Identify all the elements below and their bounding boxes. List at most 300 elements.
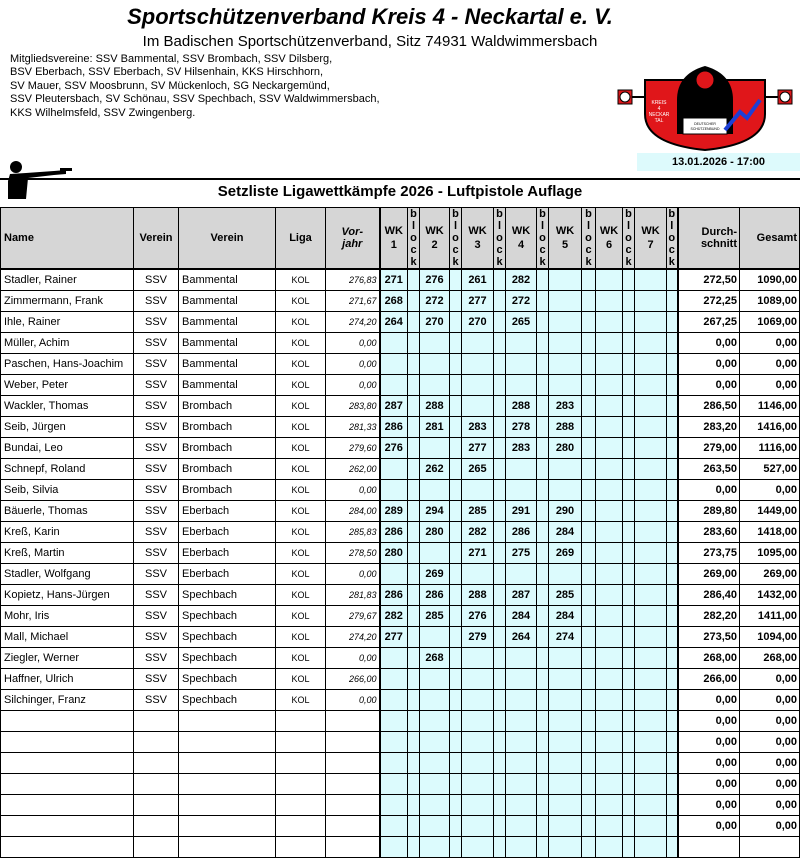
cell-block <box>450 606 462 627</box>
cell-wk-score <box>635 606 667 627</box>
cell-block <box>537 480 549 501</box>
cell-gesamt: 0,00 <box>740 774 800 795</box>
cell-gesamt: 1432,00 <box>740 585 800 606</box>
cell-block <box>494 669 506 690</box>
cell-gesamt: 1089,00 <box>740 291 800 312</box>
cell-name <box>1 732 134 753</box>
cell-wk-score: 268 <box>420 648 450 669</box>
cell-block <box>408 837 420 858</box>
cell-wk-score: 284 <box>549 522 582 543</box>
cell-wk-score <box>549 711 582 732</box>
cell-durchschnitt: 0,00 <box>678 333 740 354</box>
cell-wk-score <box>549 669 582 690</box>
cell-wk-score <box>549 333 582 354</box>
col-block: b l o c k <box>494 208 506 270</box>
cell-wk-score <box>596 816 623 837</box>
cell-wk-score <box>549 837 582 858</box>
cell-block <box>537 543 549 564</box>
cell-block <box>494 333 506 354</box>
cell-vorjahr: 271,67 <box>326 291 380 312</box>
cell-gesamt: 0,00 <box>740 333 800 354</box>
cell-name <box>1 753 134 774</box>
cell-wk-score <box>462 795 494 816</box>
cell-verein-short: SSV <box>134 627 179 648</box>
cell-block <box>537 269 549 291</box>
cell-wk-score <box>635 522 667 543</box>
cell-wk-score <box>462 753 494 774</box>
cell-wk-score <box>549 795 582 816</box>
cell-block <box>582 606 596 627</box>
cell-wk-score <box>380 774 408 795</box>
cell-liga: KOL <box>276 627 326 648</box>
cell-wk-score <box>420 543 450 564</box>
cell-wk-score <box>420 837 450 858</box>
cell-block <box>623 501 635 522</box>
cell-wk-score <box>635 291 667 312</box>
cell-block <box>450 333 462 354</box>
table-row <box>1 269 800 291</box>
cell-block <box>537 627 549 648</box>
cell-wk-score <box>506 711 537 732</box>
cell-block <box>582 354 596 375</box>
cell-wk-score: 286 <box>380 417 408 438</box>
cell-block <box>667 333 678 354</box>
logo-text: NECKAR <box>648 112 670 118</box>
cell-block <box>408 543 420 564</box>
table-row <box>1 711 800 732</box>
cell-wk-score <box>596 606 623 627</box>
cell-block <box>408 711 420 732</box>
cell-gesamt: 0,00 <box>740 816 800 837</box>
cell-block <box>582 648 596 669</box>
cell-block <box>537 690 549 711</box>
cell-verein: Brombach <box>179 438 276 459</box>
cell-block <box>537 837 549 858</box>
cell-wk-score <box>380 816 408 837</box>
cell-block <box>582 774 596 795</box>
cell-name: Mohr, Iris <box>1 606 134 627</box>
member-line: SSV Pleutersbach, SV Schönau, SSV Spechbach, SSV Waldwimmersbach, <box>10 93 380 106</box>
cell-block <box>582 333 596 354</box>
cell-wk-score <box>635 795 667 816</box>
cell-wk-score <box>420 438 450 459</box>
cell-wk-score <box>596 543 623 564</box>
cell-wk-score: 283 <box>506 438 537 459</box>
cell-liga: KOL <box>276 417 326 438</box>
cell-wk-score: 288 <box>420 396 450 417</box>
cell-block <box>408 585 420 606</box>
cell-wk-score <box>596 837 623 858</box>
cell-wk-score: 289 <box>380 501 408 522</box>
cell-gesamt: 269,00 <box>740 564 800 585</box>
cell-block <box>667 354 678 375</box>
cell-block <box>408 753 420 774</box>
cell-wk-score <box>549 269 582 291</box>
cell-wk-score <box>596 501 623 522</box>
table-row <box>1 816 800 837</box>
cell-wk-score <box>596 438 623 459</box>
cell-vorjahr <box>326 753 380 774</box>
cell-name <box>1 711 134 732</box>
cell-wk-score <box>596 669 623 690</box>
cell-wk-score <box>635 375 667 396</box>
cell-wk-score <box>380 480 408 501</box>
cell-block <box>537 669 549 690</box>
cell-verein-short <box>134 732 179 753</box>
cell-block <box>537 459 549 480</box>
cell-wk-score: 284 <box>506 606 537 627</box>
cell-gesamt: 1090,00 <box>740 269 800 291</box>
logo-text: KREIS <box>651 100 667 106</box>
cell-block <box>582 711 596 732</box>
cell-block <box>667 795 678 816</box>
cell-vorjahr: 276,83 <box>326 269 380 291</box>
cell-wk-score <box>596 354 623 375</box>
cell-wk-score: 286 <box>380 585 408 606</box>
cell-wk-score: 287 <box>506 585 537 606</box>
cell-block <box>623 690 635 711</box>
cell-liga: KOL <box>276 690 326 711</box>
cell-block <box>408 396 420 417</box>
cell-verein-short: SSV <box>134 417 179 438</box>
table-row <box>1 333 800 354</box>
cell-wk-score <box>462 375 494 396</box>
cell-vorjahr: 0,00 <box>326 333 380 354</box>
cell-block <box>408 501 420 522</box>
cell-wk-score <box>635 669 667 690</box>
cell-verein: Spechbach <box>179 627 276 648</box>
cell-verein: Bammental <box>179 333 276 354</box>
cell-vorjahr: 278,50 <box>326 543 380 564</box>
cell-name: Kreß, Karin <box>1 522 134 543</box>
cell-wk-score <box>420 732 450 753</box>
cell-verein-short: SSV <box>134 354 179 375</box>
cell-wk-score: 279 <box>462 627 494 648</box>
cell-block <box>667 480 678 501</box>
cell-block <box>450 417 462 438</box>
cell-name <box>1 774 134 795</box>
cell-block <box>494 501 506 522</box>
cell-verein-short: SSV <box>134 669 179 690</box>
table-row <box>1 501 800 522</box>
col-wk6: WK 6 <box>596 208 623 270</box>
cell-wk-score <box>635 269 667 291</box>
cell-name: Kreß, Martin <box>1 543 134 564</box>
cell-wk-score <box>635 354 667 375</box>
cell-verein: Spechbach <box>179 669 276 690</box>
cell-block <box>408 816 420 837</box>
cell-wk-score <box>420 480 450 501</box>
cell-block <box>623 396 635 417</box>
cell-block <box>408 438 420 459</box>
cell-wk-score <box>506 690 537 711</box>
cell-wk-score <box>462 732 494 753</box>
cell-block <box>582 375 596 396</box>
cell-block <box>667 690 678 711</box>
cell-wk-score <box>420 816 450 837</box>
cell-wk-score <box>506 732 537 753</box>
cell-wk-score <box>506 354 537 375</box>
cell-block <box>450 795 462 816</box>
logo-text: 4 <box>657 106 661 112</box>
cell-verein-short: SSV <box>134 585 179 606</box>
col-wk1: WK 1 <box>380 208 408 270</box>
cell-wk-score <box>420 375 450 396</box>
cell-wk-score: 286 <box>420 585 450 606</box>
cell-liga <box>276 753 326 774</box>
col-block: b l o c k <box>408 208 420 270</box>
cell-gesamt: 0,00 <box>740 669 800 690</box>
cell-wk-score: 269 <box>420 564 450 585</box>
cell-liga: KOL <box>276 585 326 606</box>
cell-wk-score <box>462 564 494 585</box>
cell-block <box>408 480 420 501</box>
cell-wk-score <box>462 333 494 354</box>
cell-block <box>582 795 596 816</box>
col-block: b l o c k <box>450 208 462 270</box>
cell-wk-score <box>596 291 623 312</box>
cell-wk-score: 271 <box>462 543 494 564</box>
cell-wk-score: 265 <box>506 312 537 333</box>
cell-block <box>623 269 635 291</box>
cell-verein-short <box>134 753 179 774</box>
cell-wk-score: 285 <box>549 585 582 606</box>
col-wk4: WK 4 <box>506 208 537 270</box>
cell-block <box>450 291 462 312</box>
cell-liga: KOL <box>276 269 326 291</box>
cell-wk-score: 276 <box>380 438 408 459</box>
cell-block <box>582 753 596 774</box>
cell-verein-short: SSV <box>134 438 179 459</box>
cell-vorjahr: 0,00 <box>326 564 380 585</box>
cell-liga <box>276 816 326 837</box>
cell-block <box>667 585 678 606</box>
cell-wk-score <box>506 795 537 816</box>
cell-durchschnitt: 0,00 <box>678 753 740 774</box>
cell-block <box>582 501 596 522</box>
cell-durchschnitt: 286,50 <box>678 396 740 417</box>
cell-block <box>494 354 506 375</box>
cell-liga: KOL <box>276 522 326 543</box>
cell-block <box>408 269 420 291</box>
cell-wk-score: 282 <box>506 269 537 291</box>
cell-block <box>408 732 420 753</box>
cell-name: Kopietz, Hans-Jürgen <box>1 585 134 606</box>
divider <box>0 178 800 180</box>
cell-block <box>494 585 506 606</box>
cell-block <box>582 585 596 606</box>
cell-gesamt: 0,00 <box>740 480 800 501</box>
cell-wk-score <box>635 648 667 669</box>
cell-block <box>450 438 462 459</box>
cell-wk-score <box>596 732 623 753</box>
cell-durchschnitt: 0,00 <box>678 354 740 375</box>
cell-block <box>537 417 549 438</box>
cell-block <box>408 606 420 627</box>
cell-block <box>623 333 635 354</box>
cell-wk-score <box>506 774 537 795</box>
cell-wk-score: 277 <box>462 438 494 459</box>
cell-wk-score: 286 <box>380 522 408 543</box>
member-line: KKS Wilhelmsfeld, SSV Zwingenberg. <box>10 106 196 119</box>
cell-block <box>494 732 506 753</box>
cell-verein: Spechbach <box>179 585 276 606</box>
cell-block <box>537 564 549 585</box>
cell-verein <box>179 837 276 858</box>
cell-liga: KOL <box>276 459 326 480</box>
cell-gesamt: 0,00 <box>740 795 800 816</box>
cell-block <box>450 269 462 291</box>
cell-block <box>408 417 420 438</box>
cell-wk-score: 274 <box>549 627 582 648</box>
cell-verein: Eberbach <box>179 543 276 564</box>
cell-wk-score: 283 <box>549 396 582 417</box>
cell-wk-score <box>635 732 667 753</box>
cell-wk-score: 287 <box>380 396 408 417</box>
cell-wk-score <box>420 774 450 795</box>
cell-wk-score <box>380 795 408 816</box>
cell-verein-short: SSV <box>134 522 179 543</box>
cell-wk-score <box>549 564 582 585</box>
cell-wk-score <box>549 480 582 501</box>
cell-block <box>667 417 678 438</box>
cell-durchschnitt: 279,00 <box>678 438 740 459</box>
cell-wk-score <box>549 774 582 795</box>
cell-gesamt: 527,00 <box>740 459 800 480</box>
cell-block <box>494 396 506 417</box>
cell-wk-score <box>506 375 537 396</box>
cell-wk-score <box>596 564 623 585</box>
cell-wk-score: 277 <box>462 291 494 312</box>
cell-gesamt: 1449,00 <box>740 501 800 522</box>
cell-wk-score <box>380 375 408 396</box>
cell-liga: KOL <box>276 501 326 522</box>
cell-wk-score: 286 <box>506 522 537 543</box>
cell-gesamt: 1416,00 <box>740 417 800 438</box>
cell-vorjahr: 0,00 <box>326 354 380 375</box>
cell-wk-score <box>380 732 408 753</box>
cell-block <box>494 774 506 795</box>
cell-wk-score <box>380 354 408 375</box>
cell-block <box>450 669 462 690</box>
cell-block <box>450 585 462 606</box>
cell-block <box>450 816 462 837</box>
cell-wk-score: 282 <box>380 606 408 627</box>
cell-durchschnitt: 286,40 <box>678 585 740 606</box>
cell-liga: KOL <box>276 375 326 396</box>
member-line: SV Mauer, SSV Moosbrunn, SV Mückenloch, SG Neckargemünd, <box>10 79 330 92</box>
cell-wk-score <box>462 354 494 375</box>
cell-block <box>450 312 462 333</box>
cell-block <box>582 396 596 417</box>
cell-block <box>582 417 596 438</box>
cell-gesamt: 268,00 <box>740 648 800 669</box>
cell-block <box>450 690 462 711</box>
cell-gesamt: 0,00 <box>740 354 800 375</box>
cell-wk-score <box>596 795 623 816</box>
table-row <box>1 564 800 585</box>
cell-gesamt: 0,00 <box>740 753 800 774</box>
cell-durchschnitt: 0,00 <box>678 375 740 396</box>
cell-wk-score <box>635 333 667 354</box>
cell-block <box>667 837 678 858</box>
member-line: BSV Eberbach, SSV Eberbach, SV Hilsenhain, KKS Hirschhorn, <box>10 66 324 79</box>
cell-block <box>450 459 462 480</box>
cell-block <box>537 354 549 375</box>
cell-block <box>408 354 420 375</box>
cell-durchschnitt: 272,25 <box>678 291 740 312</box>
cell-gesamt: 1094,00 <box>740 627 800 648</box>
table-row <box>1 354 800 375</box>
cell-block <box>494 480 506 501</box>
cell-gesamt: 1418,00 <box>740 522 800 543</box>
cell-vorjahr: 0,00 <box>326 648 380 669</box>
cell-liga: KOL <box>276 312 326 333</box>
table-row <box>1 459 800 480</box>
cell-wk-score <box>635 690 667 711</box>
cell-block <box>623 627 635 648</box>
cell-wk-score <box>635 312 667 333</box>
date-stamp: 13.01.2026 - 17:00 <box>637 153 800 171</box>
cell-liga: KOL <box>276 606 326 627</box>
cell-wk-score <box>420 795 450 816</box>
cell-wk-score <box>635 417 667 438</box>
cell-block <box>450 501 462 522</box>
cell-durchschnitt: 269,00 <box>678 564 740 585</box>
cell-liga: KOL <box>276 543 326 564</box>
cell-block <box>537 438 549 459</box>
cell-verein: Eberbach <box>179 522 276 543</box>
cell-block <box>537 333 549 354</box>
cell-wk-score <box>380 669 408 690</box>
cell-verein: Brombach <box>179 396 276 417</box>
cell-vorjahr: 0,00 <box>326 690 380 711</box>
cell-block <box>537 774 549 795</box>
cell-block <box>582 438 596 459</box>
cell-block <box>408 690 420 711</box>
cell-block <box>537 606 549 627</box>
cell-block <box>623 648 635 669</box>
cell-durchschnitt: 289,80 <box>678 501 740 522</box>
cell-wk-score <box>549 375 582 396</box>
cell-wk-score <box>596 269 623 291</box>
cell-durchschnitt: 0,00 <box>678 690 740 711</box>
cell-vorjahr: 281,83 <box>326 585 380 606</box>
col-durchschnitt: Durch- schnitt <box>678 208 740 270</box>
cell-block <box>450 375 462 396</box>
cell-wk-score <box>596 459 623 480</box>
cell-block <box>623 354 635 375</box>
cell-vorjahr: 274,20 <box>326 627 380 648</box>
cell-wk-score <box>596 333 623 354</box>
cell-wk-score: 272 <box>420 291 450 312</box>
cell-verein-short: SSV <box>134 375 179 396</box>
cell-wk-score <box>506 753 537 774</box>
cell-wk-score <box>506 648 537 669</box>
cell-wk-score <box>635 459 667 480</box>
cell-name: Ihle, Rainer <box>1 312 134 333</box>
cell-wk-score <box>596 627 623 648</box>
cell-wk-score: 278 <box>506 417 537 438</box>
cell-wk-score <box>635 774 667 795</box>
cell-verein: Brombach <box>179 459 276 480</box>
cell-block <box>623 837 635 858</box>
cell-wk-score <box>420 669 450 690</box>
cell-block <box>667 312 678 333</box>
cell-liga: KOL <box>276 354 326 375</box>
cell-gesamt: 1116,00 <box>740 438 800 459</box>
cell-block <box>623 375 635 396</box>
